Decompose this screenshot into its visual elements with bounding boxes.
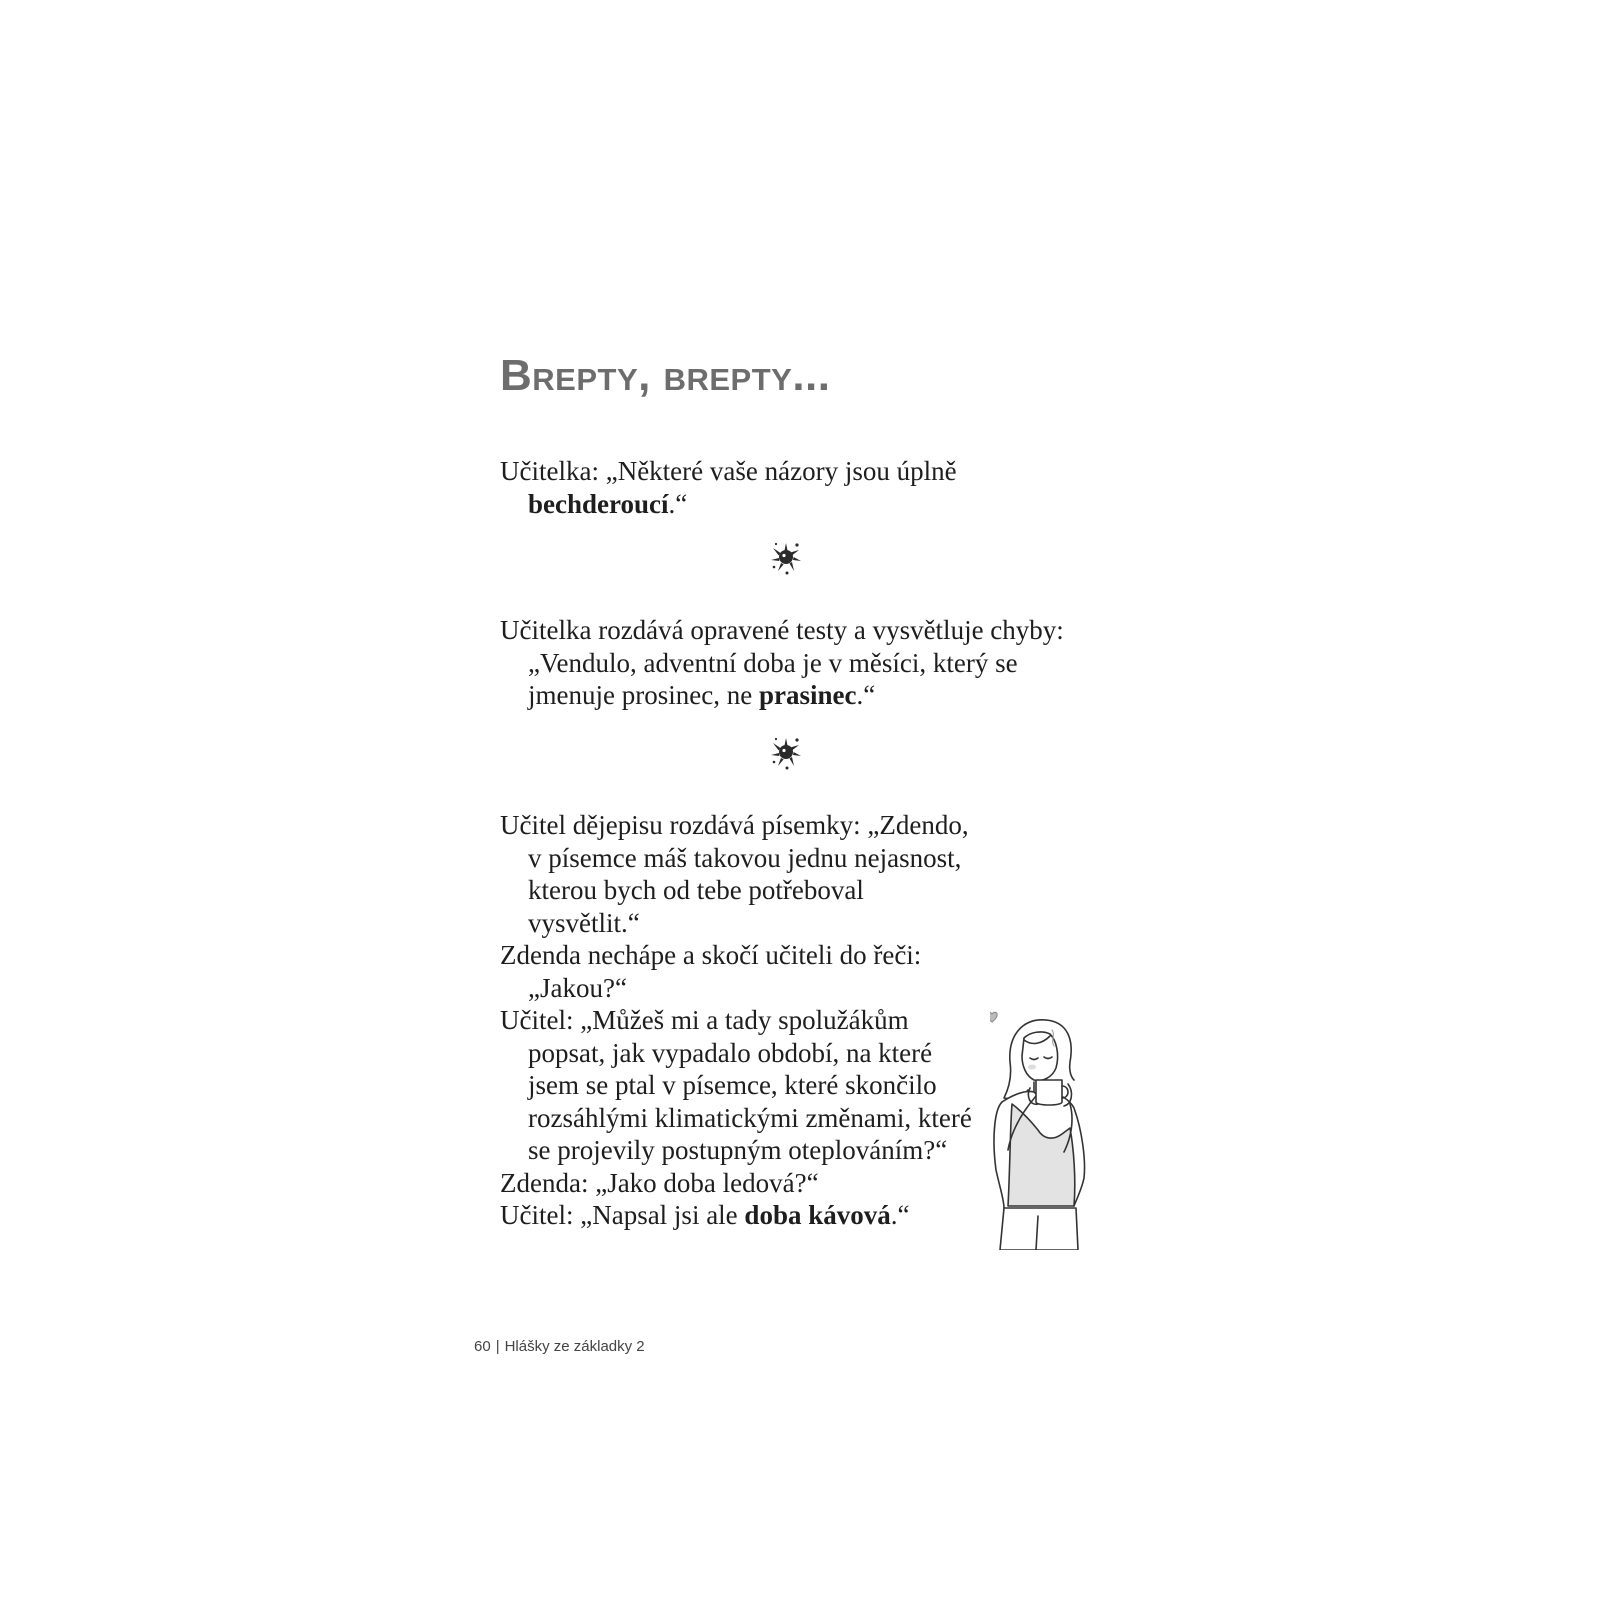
joke-punchline: bechderoucí — [528, 488, 669, 519]
joke-paragraph — [500, 939, 972, 1004]
joke-paragraph — [500, 1167, 972, 1200]
joke-text: .“ — [856, 680, 876, 710]
joke-text: v písemce máš takovou jednu nejasnost, — [528, 842, 962, 873]
page-title: Brepty, brepty... — [500, 351, 831, 400]
joke-text: Zdenda nechápe a skočí učiteli do řeči: — [500, 940, 922, 970]
joke-text: .“ — [668, 488, 688, 519]
joke-text: popsat, jak vypadalo období, na které — [528, 1037, 933, 1068]
footer-separator: | — [495, 1338, 500, 1355]
joke-punchline: doba kávová — [744, 1200, 891, 1230]
joke-text: Zdenda: „Jako doba ledová?“ — [500, 1167, 819, 1198]
joke-paragraph — [500, 1004, 972, 1167]
joke-text: Učitelka: „Některé vaše názory jsou úplně — [500, 456, 957, 486]
joke-entry-2 — [500, 614, 1064, 712]
joke-text: .“ — [890, 1200, 910, 1230]
joke-text: rozsáhlými klimatickými změnami, které — [528, 1102, 972, 1133]
joke-text: jsem se ptal v písemce, které skončilo — [528, 1070, 937, 1100]
joke-text: „Jakou?“ — [528, 972, 627, 1003]
joke-text: Učitel: „Můžeš mi a tady spolužákům — [500, 1005, 909, 1035]
page-number: 60 — [474, 1338, 491, 1355]
joke-text: „Vendulo, adventní doba je v měsíci, který se — [528, 647, 1018, 678]
joke-paragraph — [500, 614, 1064, 712]
joke-paragraph — [500, 1199, 972, 1232]
joke-paragraph — [500, 455, 957, 520]
splat-divider-icon — [768, 735, 804, 771]
joke-text: vysvětlit.“ — [528, 907, 640, 938]
book-title: Hlášky ze základky 2 — [504, 1338, 645, 1355]
joke-text: Učitelka rozdává opravené testy a vysvětluje chyby: — [500, 615, 1064, 645]
joke-punchline: prasinec — [758, 680, 857, 710]
joke-entry-3 — [500, 809, 972, 1232]
joke-text: Učitel: „Napsal jsi ale — [500, 1200, 745, 1230]
girl-drinking-coffee-illustration — [990, 1010, 1110, 1250]
page-footer — [474, 1338, 645, 1355]
joke-text: kterou bych od tebe potřeboval — [528, 875, 864, 905]
joke-paragraph — [500, 809, 972, 939]
joke-text: jmenuje prosinec, ne — [528, 680, 759, 710]
joke-entry-1 — [500, 455, 957, 520]
splat-divider-icon — [768, 540, 804, 576]
joke-text: se projevily postupným oteplováním?“ — [528, 1135, 948, 1165]
joke-text: Učitel dějepisu rozdává písemky: „Zdendo, — [500, 810, 969, 840]
